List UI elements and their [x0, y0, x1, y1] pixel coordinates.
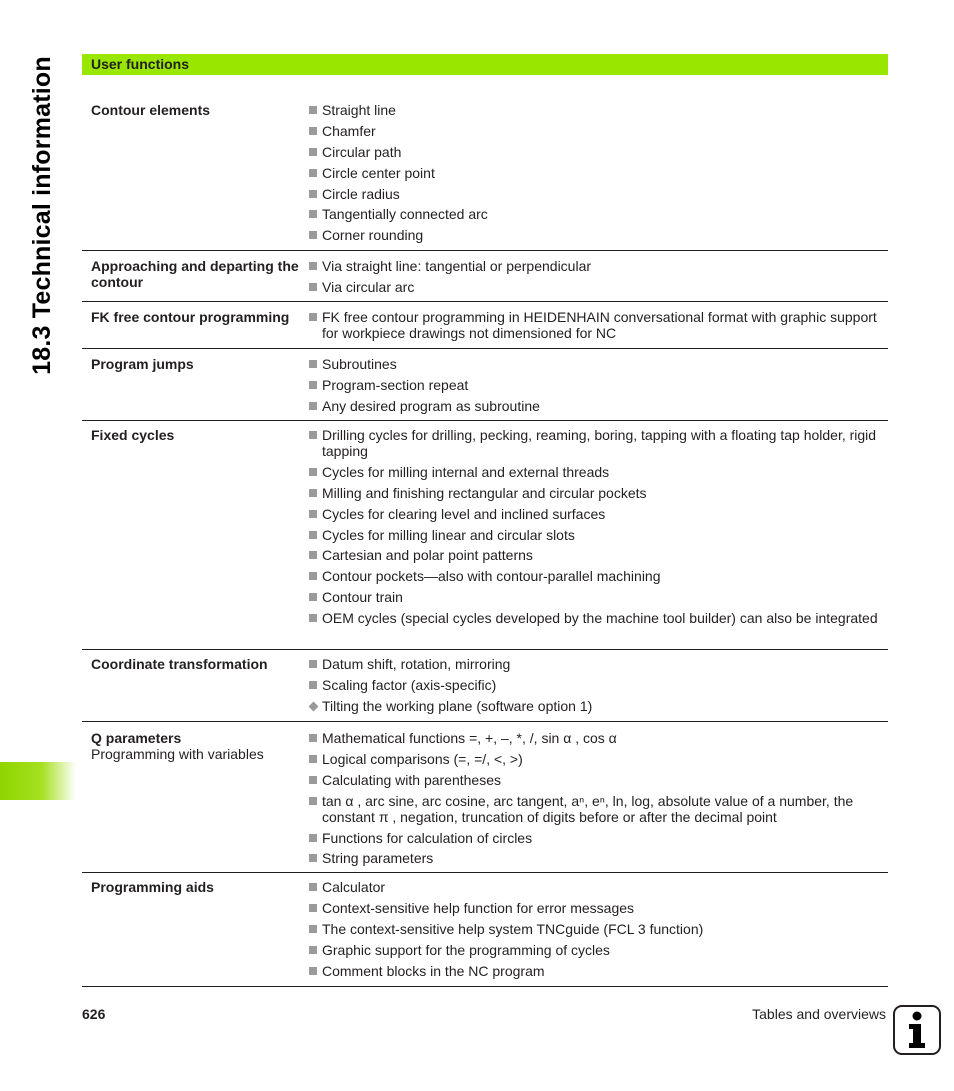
table-row	[82, 421, 888, 650]
list-item	[309, 730, 888, 746]
square-bullet-icon	[309, 360, 317, 368]
diamond-bullet-icon	[309, 701, 319, 711]
list-item-text: Any desired program as subroutine	[322, 397, 540, 414]
list-item-text: Contour train	[322, 589, 403, 606]
square-bullet-icon	[309, 489, 317, 497]
square-bullet-icon	[309, 967, 317, 975]
list-item-text: Functions for calculation of circles	[322, 829, 533, 846]
row-label: Coordinate transformation	[91, 656, 268, 672]
list-item-text: Corner rounding	[322, 227, 424, 244]
chapter-side-title	[22, 50, 62, 380]
info-glyph	[902, 1010, 932, 1050]
square-bullet-icon	[309, 531, 317, 539]
list-item-text: Datum shift, rotation, mirroring	[322, 656, 511, 672]
list-item-text: Via straight line: tangential or perpendicular	[322, 258, 592, 274]
list-item-text: Via circular arc	[322, 278, 415, 295]
list-item	[309, 279, 888, 295]
chapter-side-title-text: 18.3 Technical information	[27, 55, 56, 375]
list-item	[309, 377, 888, 393]
list-item-text: String parameters	[322, 850, 434, 867]
list-item	[309, 589, 888, 605]
square-bullet-icon	[309, 593, 317, 601]
list-item-text: Tilting the working plane (software option 1)	[322, 697, 593, 714]
row-label-cell	[82, 102, 309, 250]
list-item-text: Milling and finishing rectangular and circular pockets	[322, 484, 647, 501]
list-item-text: Cycles for milling internal and external threads	[322, 463, 610, 480]
list-item	[309, 165, 888, 181]
square-bullet-icon	[309, 190, 317, 198]
list-item-text: Straight line	[322, 102, 396, 118]
list-item	[309, 850, 888, 866]
list-item	[309, 656, 888, 672]
list-item-text: Contour pockets—also with contour-parallel machining	[322, 568, 661, 585]
list-item	[309, 793, 888, 825]
square-bullet-icon	[309, 946, 317, 954]
list-item-text: FK free contour programming in HEIDENHAIN conversational format with graphic support for workpiece drawings not dimensioned for NC	[322, 309, 877, 341]
section-title: Tables and overviews	[752, 1006, 886, 1022]
list-item	[309, 942, 888, 958]
row-label-cell	[82, 258, 309, 301]
user-functions-table	[82, 54, 888, 987]
list-item	[309, 900, 888, 916]
chapter-tab-marker	[0, 762, 76, 800]
row-sublabel: Programming with variables	[91, 746, 264, 762]
square-bullet-icon	[309, 431, 317, 439]
square-bullet-icon	[309, 210, 317, 218]
page-number: 626	[82, 1006, 106, 1022]
square-bullet-icon	[309, 660, 317, 668]
table-row	[82, 722, 888, 873]
square-bullet-icon	[309, 231, 317, 239]
table-body	[82, 75, 888, 987]
square-bullet-icon	[309, 468, 317, 476]
list-item-text: Context-sensitive help function for error messages	[322, 899, 635, 916]
list-item	[309, 698, 888, 714]
list-item	[309, 123, 888, 139]
list-item	[309, 464, 888, 480]
list-item-text: Scaling factor (axis-specific)	[322, 676, 497, 693]
list-item	[309, 506, 888, 522]
square-bullet-icon	[309, 127, 317, 135]
row-label-cell	[82, 309, 309, 348]
row-items	[309, 356, 888, 420]
list-item	[309, 772, 888, 788]
list-item-text: Mathematical functions =, +, –, *, /, sin α , cos α	[322, 730, 617, 746]
square-bullet-icon	[309, 734, 317, 742]
square-bullet-icon	[309, 572, 317, 580]
square-bullet-icon	[309, 614, 317, 622]
square-bullet-icon	[309, 776, 317, 784]
list-item-text: tan α , arc sine, arc cosine, arc tangent, aⁿ, eⁿ, ln, log, absolute value of a number, the constant π , negation, truncation of digits before or after the decimal point	[322, 792, 854, 825]
row-items	[309, 427, 888, 649]
list-item-text: Program-section repeat	[322, 376, 469, 393]
square-bullet-icon	[309, 169, 317, 177]
row-label: Approaching and departing the contour	[91, 258, 299, 290]
square-bullet-icon	[309, 755, 317, 763]
list-item	[309, 677, 888, 693]
list-item-text: Circle center point	[322, 164, 435, 181]
list-item	[309, 186, 888, 202]
list-item-text: The context-sensitive help system TNCguide (FCL 3 function)	[322, 920, 704, 937]
list-item-text: Tangentially connected arc	[322, 206, 488, 223]
row-items	[309, 309, 888, 348]
list-item-text: Circle radius	[322, 185, 400, 202]
row-label-cell	[82, 656, 309, 721]
list-item	[309, 547, 888, 563]
list-item	[309, 568, 888, 584]
list-item	[309, 921, 888, 937]
square-bullet-icon	[309, 148, 317, 156]
row-items	[309, 102, 888, 250]
list-item-text: Cycles for clearing level and inclined surfaces	[322, 505, 606, 522]
square-bullet-icon	[309, 283, 317, 291]
row-items	[309, 258, 888, 301]
list-item	[309, 427, 888, 459]
list-item	[309, 102, 888, 118]
square-bullet-icon	[309, 797, 317, 805]
row-items	[309, 656, 888, 721]
list-item-text: Calculator	[322, 879, 386, 895]
list-item	[309, 206, 888, 222]
row-label-cell	[82, 879, 309, 986]
square-bullet-icon	[309, 904, 317, 912]
list-item	[309, 830, 888, 846]
list-item-text: Drilling cycles for drilling, pecking, reaming, boring, tapping with a floating tap holder, rigid tapping	[322, 427, 877, 459]
list-item	[309, 610, 888, 626]
list-item	[309, 227, 888, 243]
square-bullet-icon	[309, 106, 317, 114]
square-bullet-icon	[309, 313, 317, 321]
list-item	[309, 309, 888, 341]
row-label: Q parameters	[91, 730, 182, 746]
square-bullet-icon	[309, 834, 317, 842]
list-item	[309, 258, 888, 274]
row-label-cell	[82, 730, 309, 872]
square-bullet-icon	[309, 551, 317, 559]
square-bullet-icon	[309, 381, 317, 389]
square-bullet-icon	[309, 854, 317, 862]
table-row	[82, 650, 888, 722]
row-label-cell	[82, 427, 309, 649]
info-icon	[893, 1005, 941, 1055]
list-item	[309, 398, 888, 414]
square-bullet-icon	[309, 402, 317, 410]
list-item-text: Circular path	[322, 143, 402, 160]
square-bullet-icon	[309, 510, 317, 518]
list-item-text: Calculating with parentheses	[322, 771, 501, 788]
square-bullet-icon	[309, 925, 317, 933]
row-label: Programming aids	[91, 879, 214, 895]
table-row	[82, 251, 888, 302]
square-bullet-icon	[309, 681, 317, 689]
table-row	[82, 75, 888, 251]
row-label-cell	[82, 356, 309, 420]
list-item	[309, 751, 888, 767]
row-label: Contour elements	[91, 102, 211, 118]
square-bullet-icon	[309, 262, 317, 270]
row-items	[309, 730, 888, 872]
list-item	[309, 879, 888, 895]
table-row	[82, 302, 888, 349]
list-item	[309, 963, 888, 979]
table-row	[82, 873, 888, 987]
list-item-text: OEM cycles (special cycles developed by the machine tool builder) can also be integrated	[322, 610, 878, 627]
list-item	[309, 144, 888, 160]
list-item	[309, 485, 888, 501]
list-item-text: Cycles for milling linear and circular slots	[322, 526, 575, 543]
row-label: Program jumps	[91, 356, 194, 372]
list-item-text: Comment blocks in the NC program	[322, 962, 545, 979]
list-item	[309, 356, 888, 372]
list-item-text: Graphic support for the programming of cycles	[322, 941, 610, 958]
row-label: FK free contour programming	[91, 309, 290, 325]
list-item-text: Chamfer	[322, 122, 376, 139]
row-items	[309, 879, 888, 986]
table-row	[82, 349, 888, 421]
list-item-text: Cartesian and polar point patterns	[322, 547, 533, 564]
list-item	[309, 527, 888, 543]
table-header: User functions	[82, 54, 888, 75]
list-item-text: Logical comparisons (=, =/, <, >)	[322, 750, 523, 767]
square-bullet-icon	[309, 883, 317, 891]
row-label: Fixed cycles	[91, 427, 175, 443]
list-item-text: Subroutines	[322, 356, 397, 372]
